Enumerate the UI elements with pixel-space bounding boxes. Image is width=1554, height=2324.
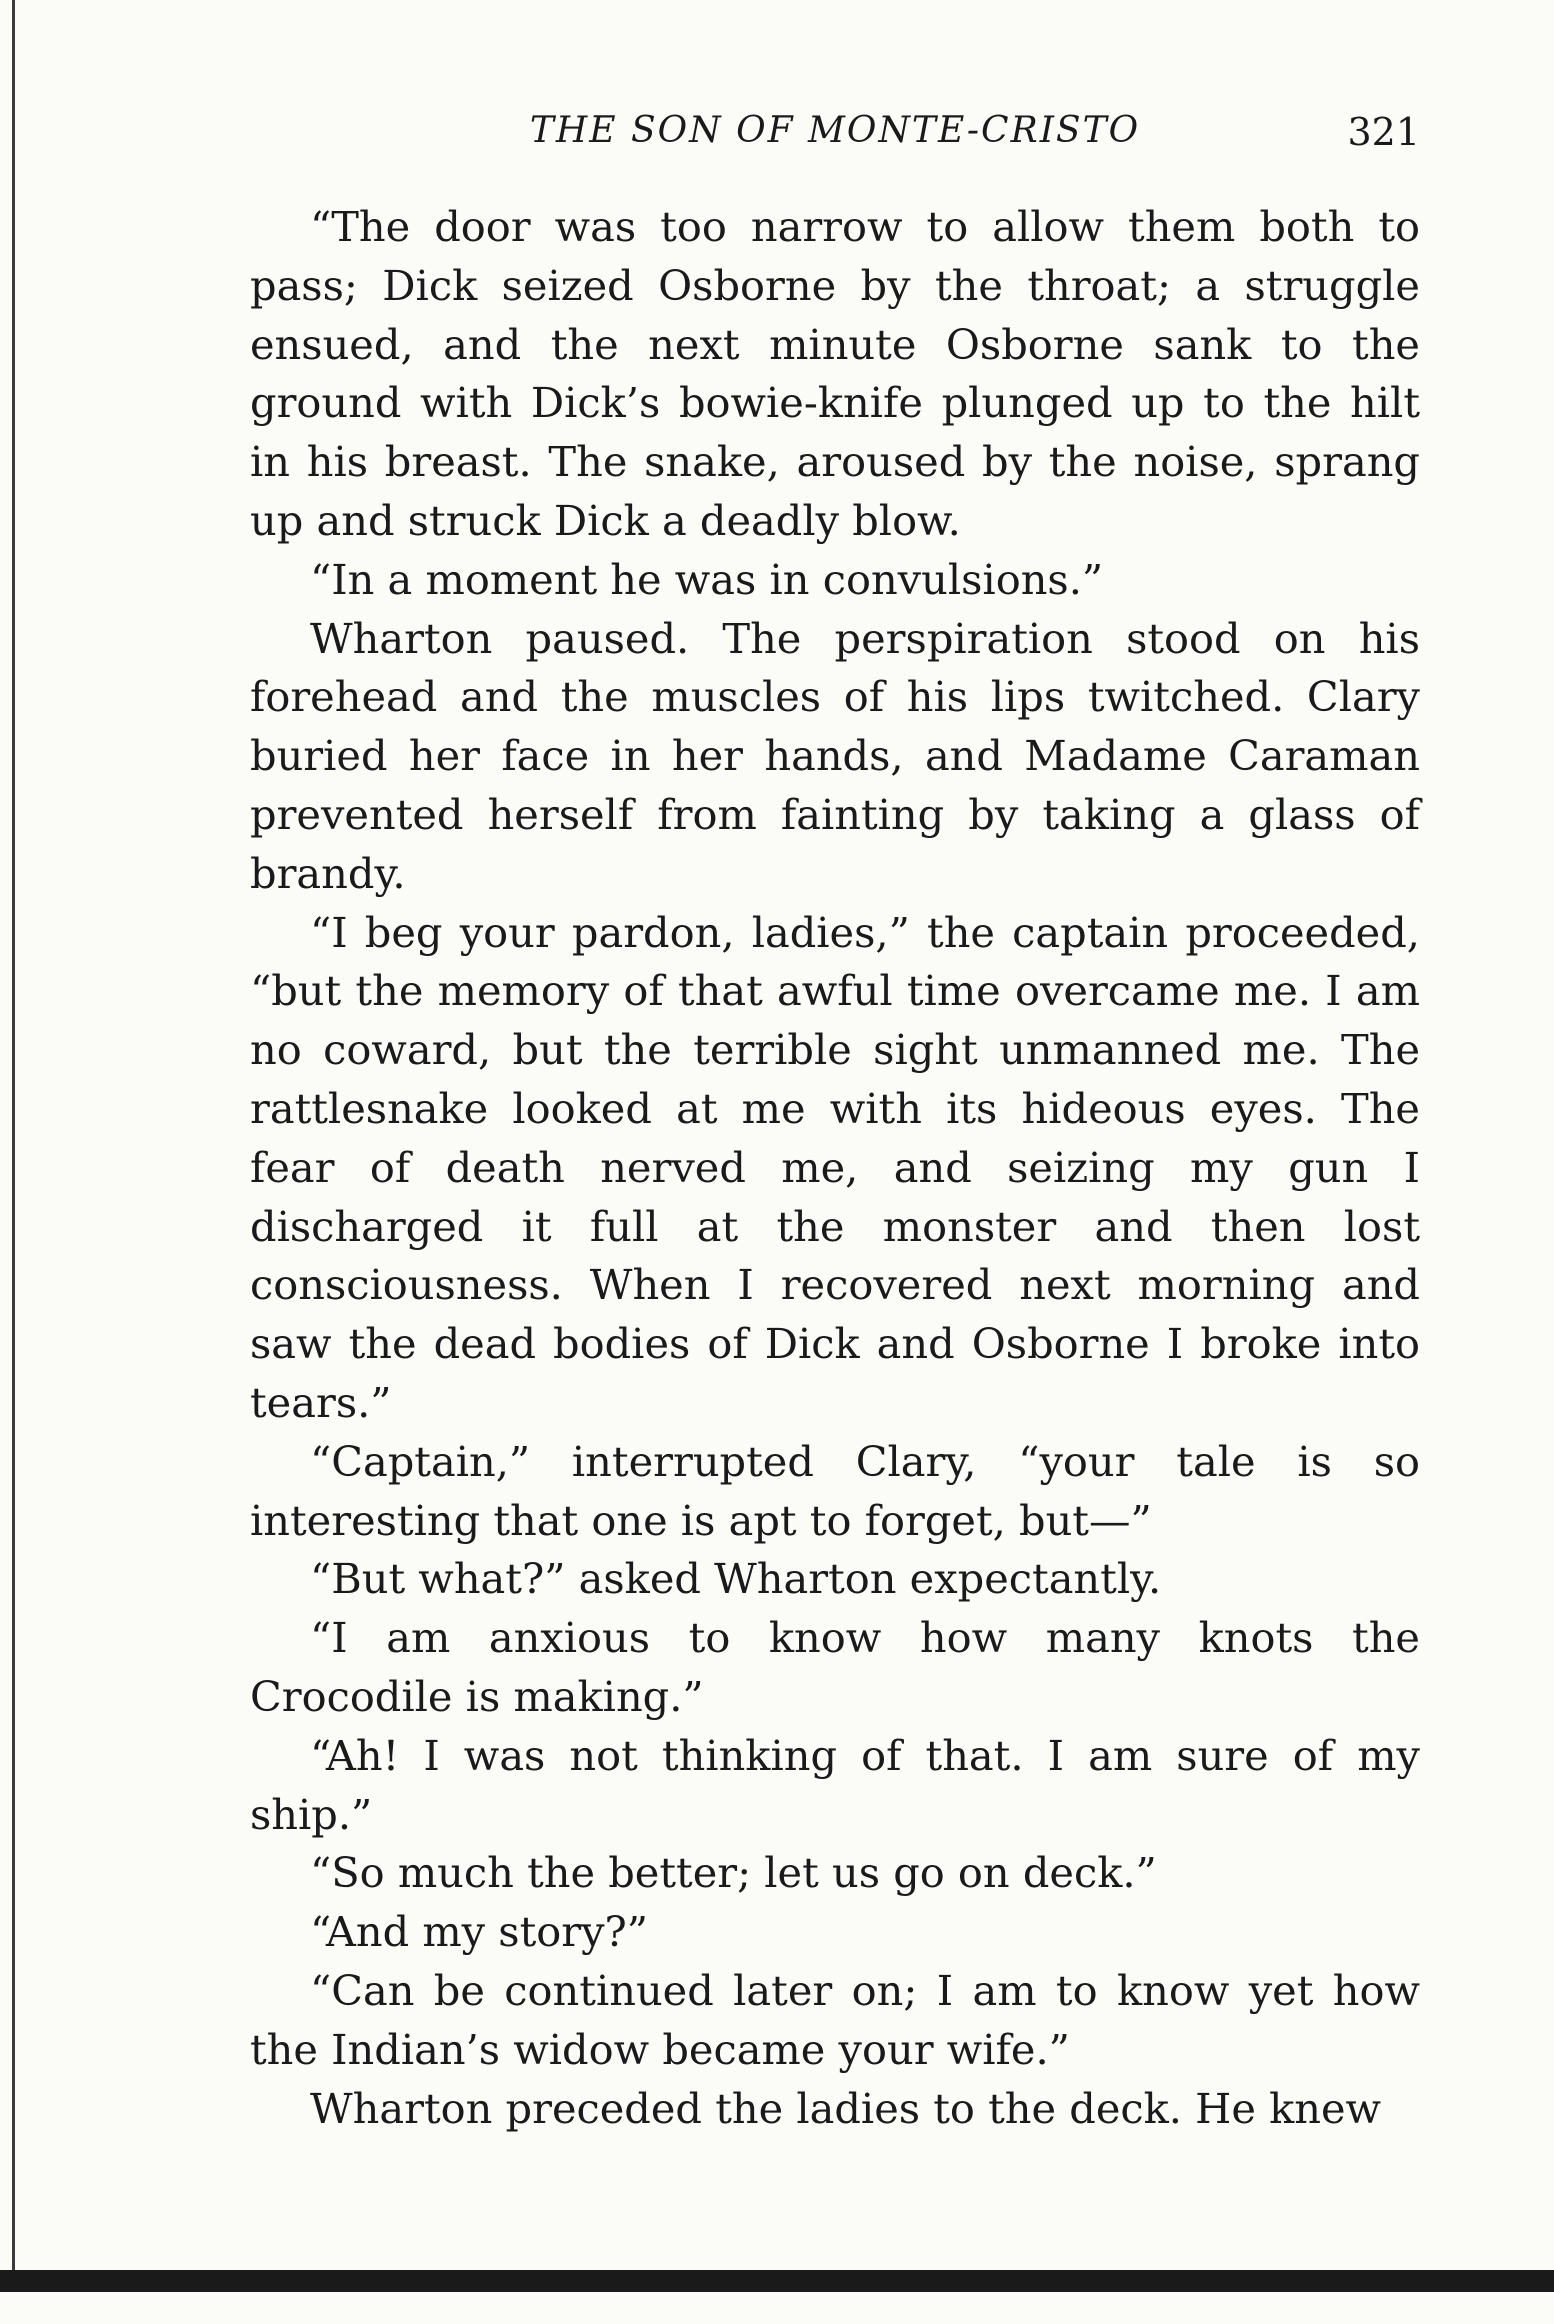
paragraph: “In a moment he was in convulsions.” xyxy=(310,554,1104,604)
paragraph: “Captain,” interrupted Clary, “your tale is so interesting that one is apt to forget, but—” xyxy=(250,1436,1420,1545)
running-head xyxy=(250,110,1420,160)
paragraph: “Ah! I was not thinking of that. I am sure of my ship.” xyxy=(250,1730,1420,1839)
paragraph: Wharton paused. The perspiration stood on his forehead and the muscles of his lips twitched. Clary buried her face in her hands, and Madame Caraman prevented herself from fainting by taking a glass of brandy. xyxy=(250,613,1420,898)
paragraph: “And my story?” xyxy=(310,1907,649,1957)
paragraph: “So much the better; let us go on deck.” xyxy=(310,1848,1157,1898)
binding-edge xyxy=(12,0,15,2270)
body-text xyxy=(250,198,1420,2138)
paragraph: “Can be continued later on; I am to know yet how the Indian’s widow became your wife.” xyxy=(250,1965,1420,2074)
page-number: 321 xyxy=(1347,110,1420,154)
paragraph: “The door was too narrow to allow them both to pass; Dick seized Osborne by the throat; a struggle ensued, and the next minute Osborne sank to the ground with Dick’s bowie-knife plunged up to the hilt in his breast. The snake, aroused by the noise, sprang up and struck Dick a deadly blow. xyxy=(250,202,1420,545)
paragraph: “I am anxious to know how many knots the Crocodile is making.” xyxy=(250,1613,1420,1721)
paragraph: “I beg your pardon, ladies,” the captain proceeded, “but the memory of that awful time overcame me. I am no coward, but the terrible sight unmanned me. The rattlesnake looked at me with its hideous eyes. The fear of death nerved me, and seizing my gun I discharged it full at the monster and then lost consciousness. When I recovered next morning and saw the dead bodies of Dick and Osborne I broke into tears.” xyxy=(250,907,1420,1427)
paragraph: “But what?” asked Wharton expectantly. xyxy=(310,1554,1162,1604)
running-title: THE SON OF MONTE-CRISTO xyxy=(529,110,1141,151)
bottom-scan-edge xyxy=(0,2270,1554,2292)
paragraph: Wharton preceded the ladies to the deck. He knew xyxy=(310,2083,1382,2133)
